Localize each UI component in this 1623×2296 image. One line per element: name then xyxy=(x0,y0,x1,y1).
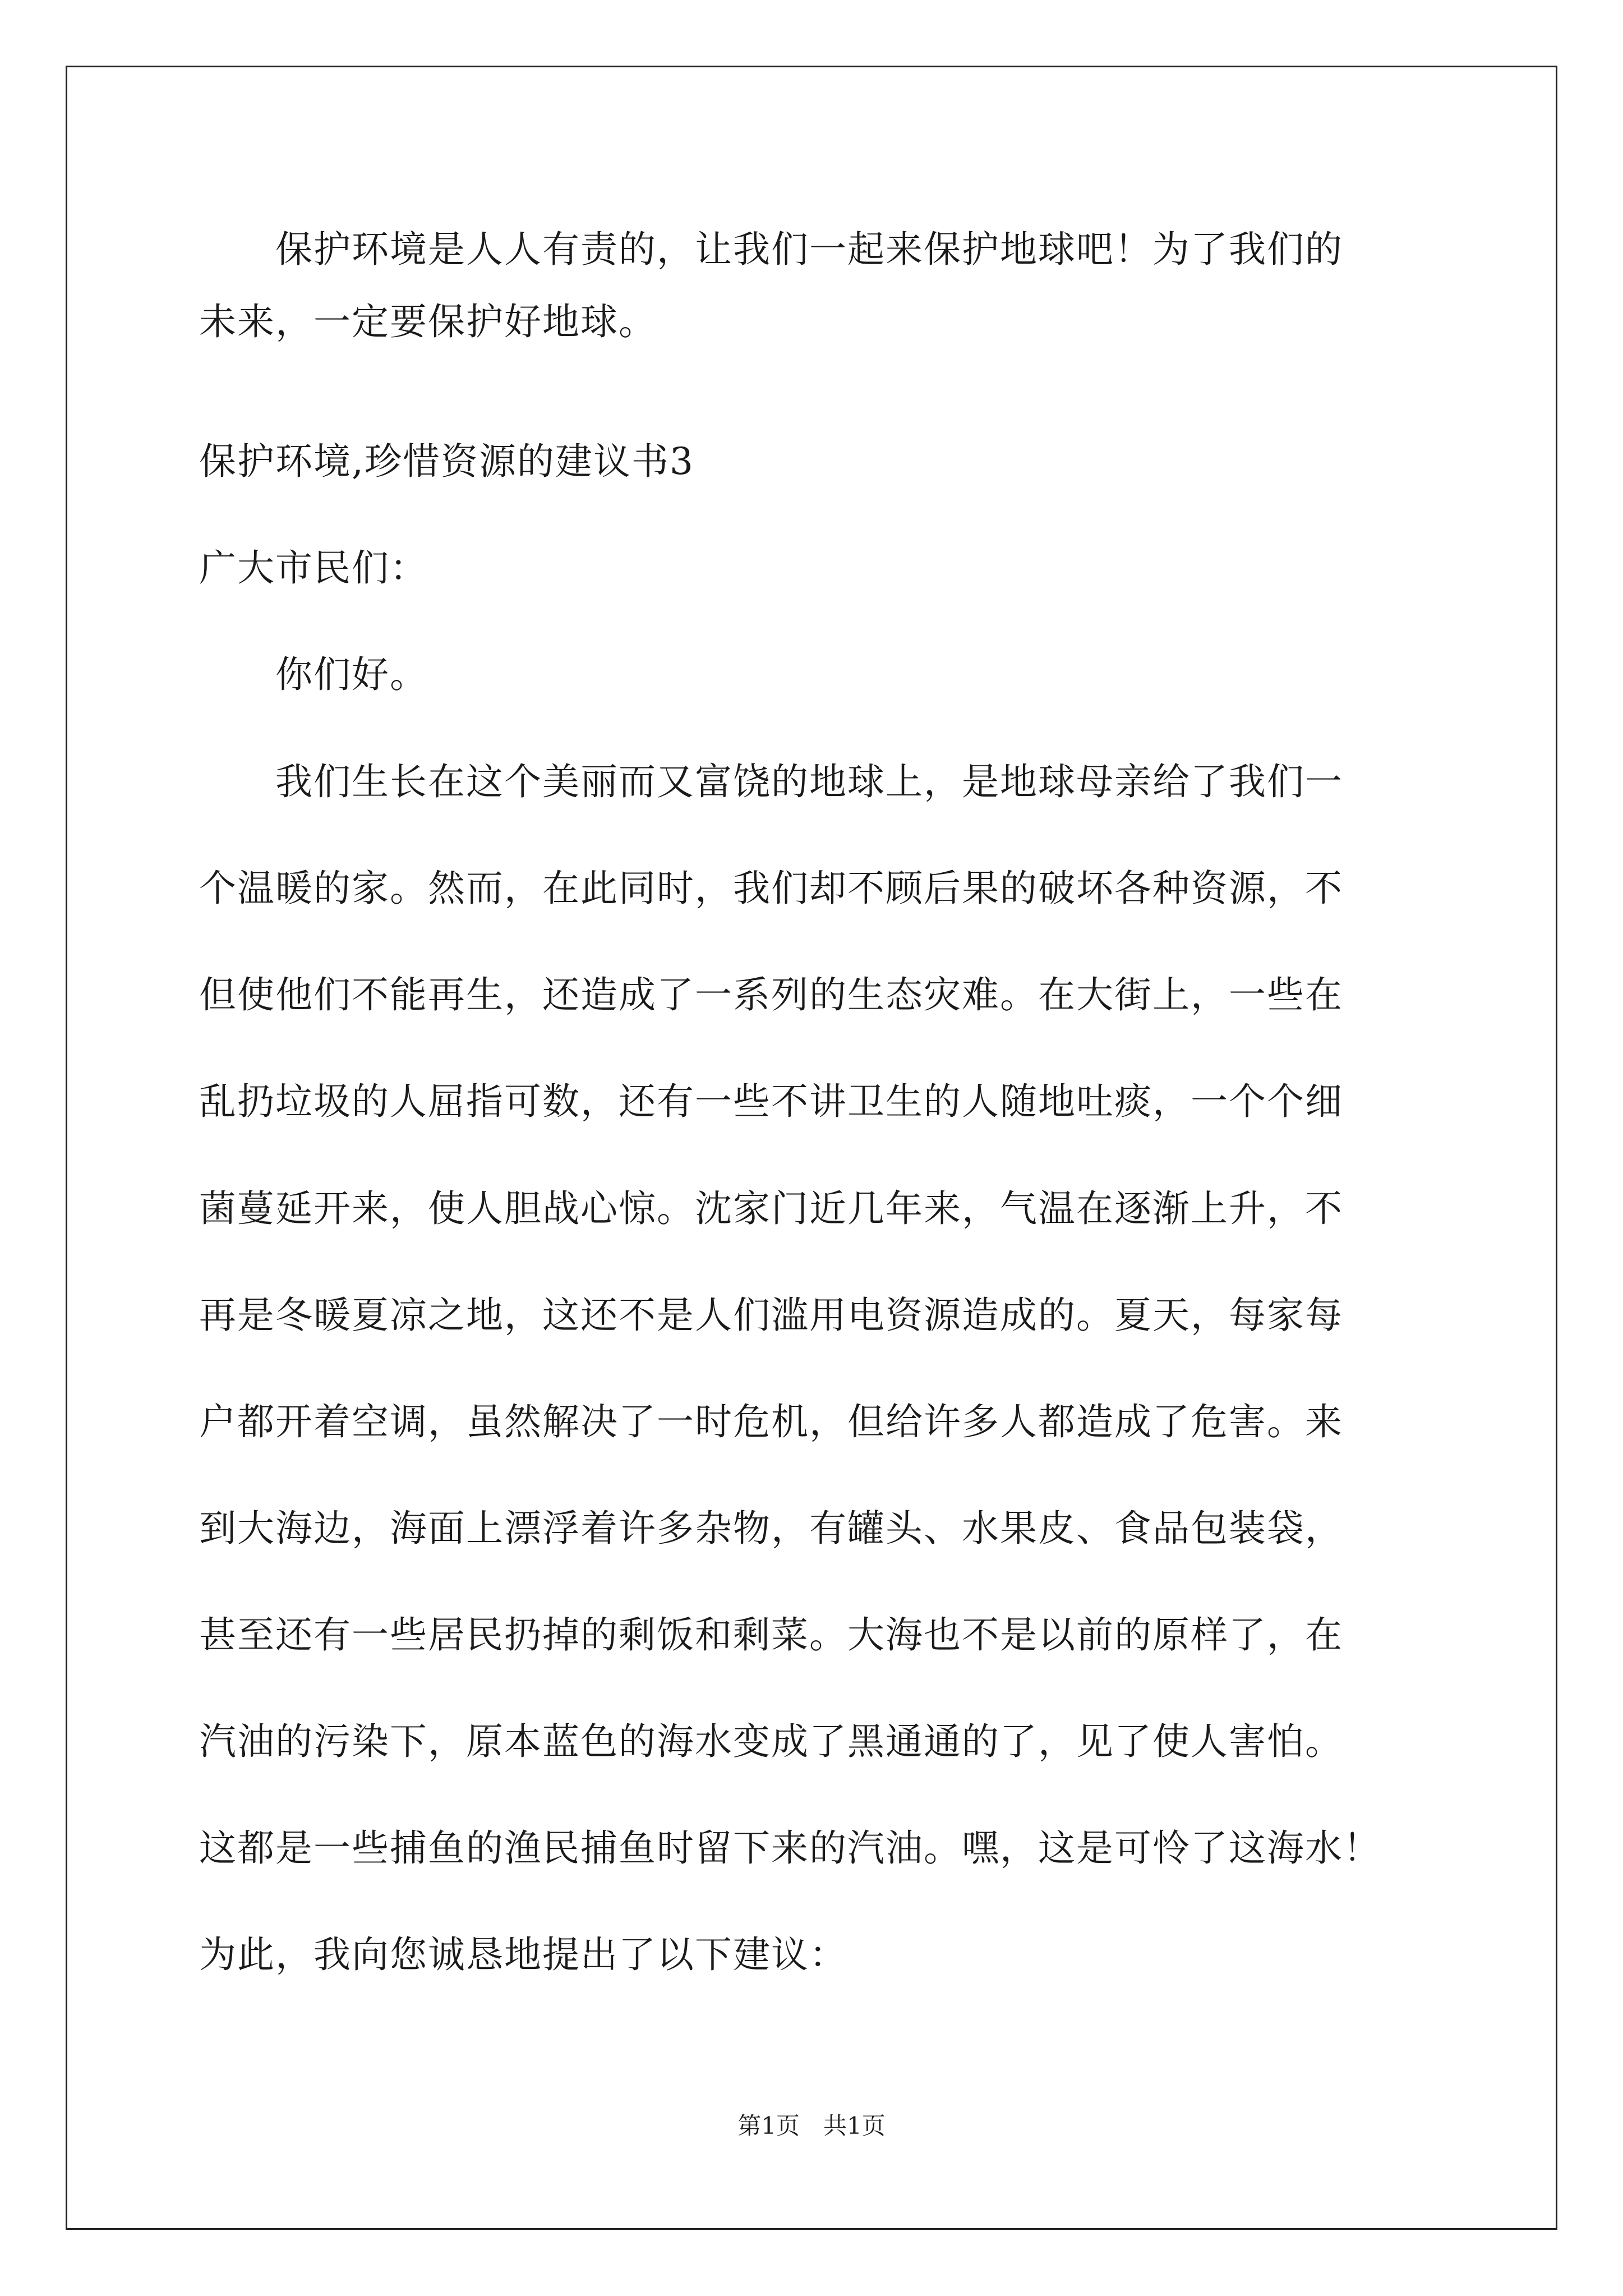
page-footer: 第1页 共1页 xyxy=(737,2112,886,2139)
greeting: 你们好。 xyxy=(199,653,428,696)
paragraph-line: 保护环境是人人有责的，让我们一起来保护地球吧！为了我们的 xyxy=(199,228,1343,271)
section-title: 保护环境,珍惜资源的建议书3 xyxy=(199,440,694,483)
paragraph-line: 乱扔垃圾的人屈指可数，还有一些不讲卫生的人随地吐痰，一个个细 xyxy=(199,1080,1343,1123)
paragraph-line: 这都是一些捕鱼的渔民捕鱼时留下来的汽油。嘿，这是可怜了这海水！ xyxy=(199,1826,1381,1870)
paragraph-line: 户都开着空调，虽然解决了一时危机，但给许多人都造成了危害。来 xyxy=(199,1400,1343,1443)
salutation: 广大市民们： xyxy=(199,546,428,590)
paragraph-line: 我们生长在这个美丽而又富饶的地球上，是地球母亲给了我们一 xyxy=(199,760,1343,803)
paragraph-line: 甚至还有一些居民扔掉的剩饭和剩菜。大海也不是以前的原样了，在 xyxy=(199,1613,1343,1657)
page-border xyxy=(66,66,1557,2230)
paragraph-line: 到大海边，海面上漂浮着许多杂物，有罐头、水果皮、食品包装袋， xyxy=(199,1507,1343,1550)
paragraph-line: 但使他们不能再生，还造成了一系列的生态灾难。在大街上，一些在 xyxy=(199,973,1343,1016)
paragraph-line: 再是冬暖夏凉之地，这还不是人们滥用电资源造成的。夏天，每家每 xyxy=(199,1294,1343,1337)
paragraph-line: 菌蔓延开来，使人胆战心惊。沈家门近几年来，气温在逐渐上升，不 xyxy=(199,1187,1343,1230)
paragraph-line: 为此，我向您诚恳地提出了以下建议： xyxy=(199,1933,847,1976)
paragraph-line: 汽油的污染下，原本蓝色的海水变成了黑通通的了，见了使人害怕。 xyxy=(199,1720,1343,1763)
paragraph-line: 未来，一定要保护好地球。 xyxy=(199,300,657,343)
paragraph-line: 个温暖的家。然而，在此同时，我们却不顾后果的破坏各种资源，不 xyxy=(199,867,1343,910)
